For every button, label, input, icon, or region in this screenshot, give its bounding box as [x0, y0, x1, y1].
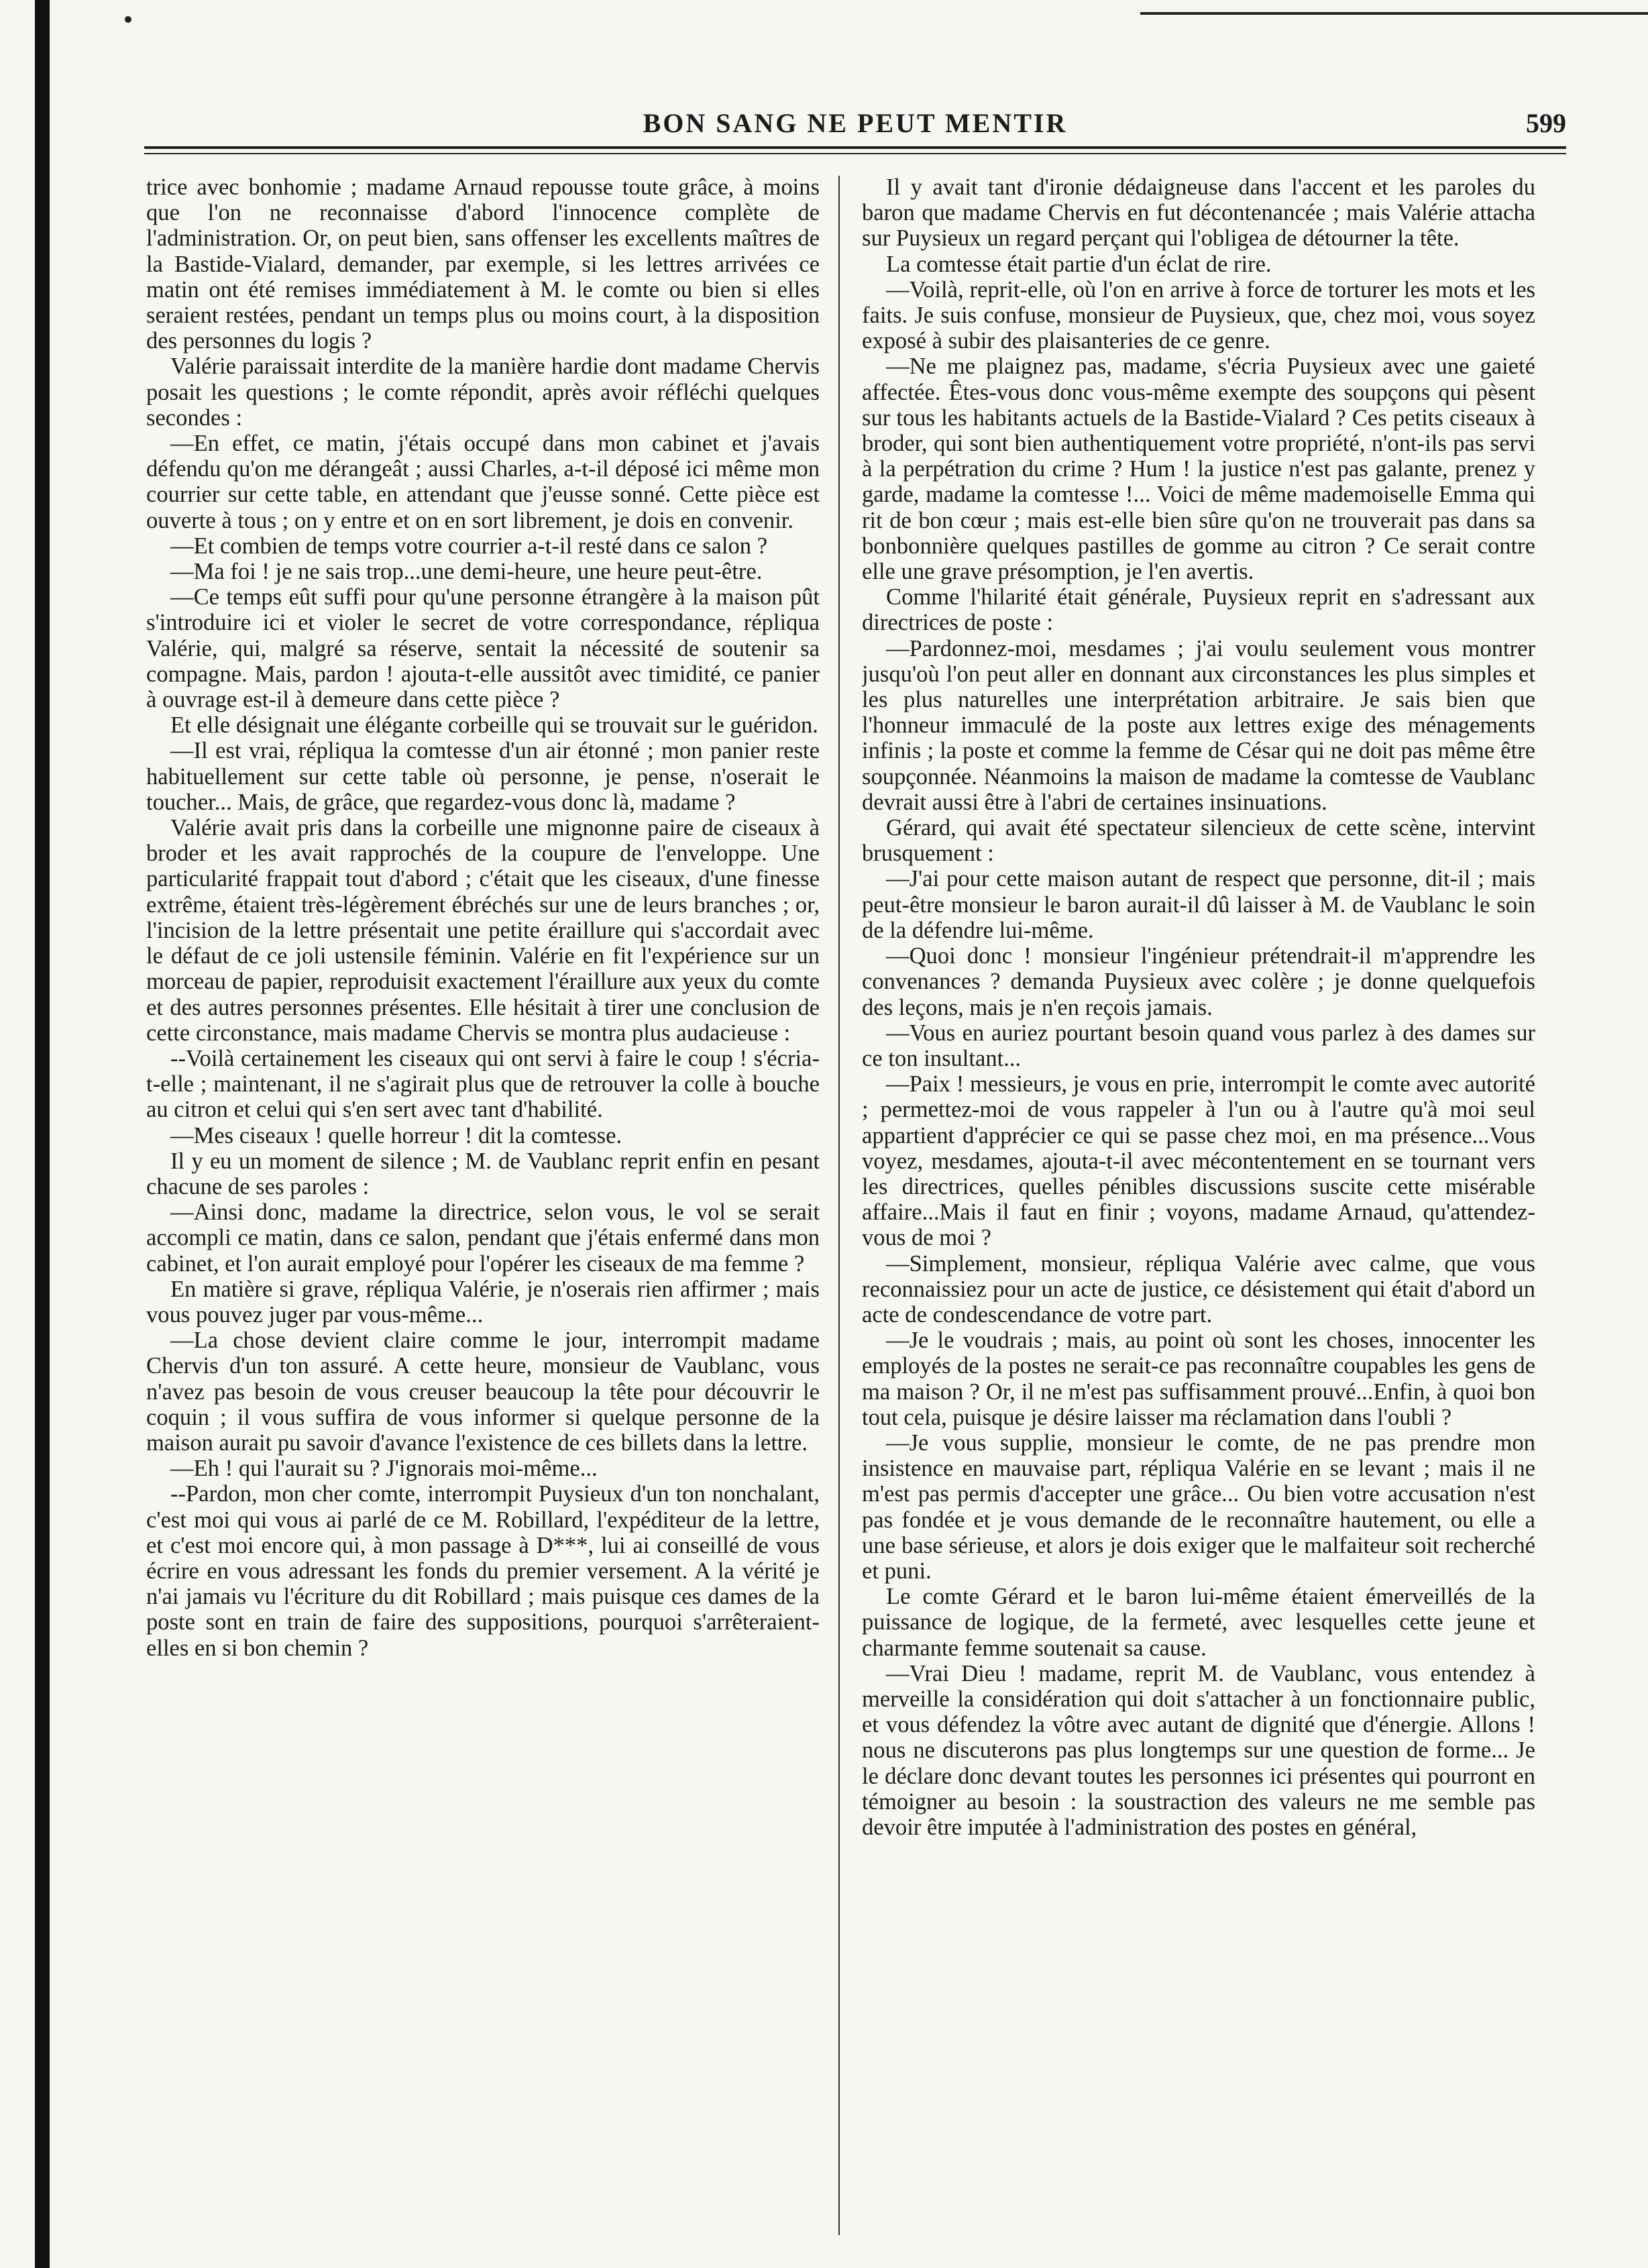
paragraph: Comme l'hilarité était générale, Puysieux reprit en s'adressant aux directrices de poste : [862, 584, 1535, 636]
paragraph: La comtesse était partie d'un éclat de rire. [886, 251, 1272, 277]
header-rule-thick [144, 146, 1566, 149]
paragraph: En matière si grave, répliqua Valérie, je n'oserais rien affirmer ; mais vous pouvez juger par vous-même... [146, 1276, 820, 1328]
page-edge-bar [35, 0, 50, 2268]
left-column [146, 174, 820, 2240]
paragraph: —Quoi donc ! monsieur l'ingénieur prétendrait-il m'apprendre les convenances ? demanda Puysieux avec colère ; je donne quelquefois des leçons, mais je n'en reçois jamais. [862, 943, 1535, 1020]
paragraph: —Il est vrai, répliqua la comtesse d'un air étonné ; mon panier reste habituellement sur cette table où personne, je pense, n'oserait le toucher... Mais, de grâce, que regardez-vous donc là, madame ? [146, 738, 820, 815]
paragraph: —Paix ! messieurs, je vous en prie, interrompit le comte avec autorité ; permettez-moi de vous rappeler à l'un ou à l'autre qu'à moi seul appartient d'apprécier ce qui se passe chez moi, en ma présence...Vous voyez, mesdames, ajouta-t-il avec mécontentement en se tournant vers les directrices, quelles pénibles discussions suscite cette misérable affaire...Mais il faut en finir ; voyons, madame Arnaud, qu'attendez-vous de moi ? [862, 1071, 1535, 1251]
paragraph: —Pardonnez-moi, mesdames ; j'ai voulu seulement vous montrer jusqu'où l'on peut aller en donnant aux circonstances les plus simples et les plus naturelles une interprétation arbitraire. Je sais bien que l'honneur immaculé de la poste aux lettres exige des ménagements infinis ; la poste et comme la femme de César qui ne doit pas même être soupçonnée. Néanmoins la maison de madame la comtesse de Vaublanc devrait aussi être à l'abri de certaines insinuations. [862, 635, 1535, 815]
page-header [144, 107, 1566, 148]
paragraph: —Eh ! qui l'aurait su ? J'ignorais moi-même... [170, 1456, 598, 1482]
paragraph: —Ne me plaignez pas, madame, s'écria Puysieux avec une gaieté affectée. Êtes-vous donc vous-même exempte des soupçons qui pèsent sur tous les habitants actuels de la Bastide-Vialard ? Ces petits ciseaux à broder, qui sont bien authentiquement votre propriété, n'ont-ils pas servi à la perpétration du crime ? Hum ! la justice n'est pas galante, prenez y garde, madame la comtesse !... Voici de même mademoiselle Emma qui rit de bon cœur ; mais est-elle bien sûre qu'on ne trouverait pas dans sa bonbonnière quelques pastilles de gomme au citron ? Ce serait contre elle une grave présomption, je l'en avertis. [862, 354, 1535, 585]
paragraph: Il y avait tant d'ironie dédaigneuse dans l'accent et les paroles du baron que madame Chervis en fut décontenancée ; mais Valérie attacha sur Puysieux un regard perçant qui l'obligea de détourner la tête. [862, 174, 1535, 252]
paragraph: —Ce temps eût suffi pour qu'une personne étrangère à la maison pût s'introduire ici et violer le secret de votre correspondance, répliqua Valérie, qui, malgré sa réserve, sentait la nécessité de soutenir sa compagne. Mais, pardon ! ajouta-t-elle aussitôt avec timidité, ce panier à ouvrage est-il à demeure dans cette pièce ? [146, 584, 820, 713]
paragraph: —Ma foi ! je ne sais trop...une demi-heure, une heure peut-être. [170, 559, 763, 585]
paragraph: Le comte Gérard et le baron lui-même étaient émerveillés de la puissance de logique, de la fermeté, avec lesquelles cette jeune et charmante femme soutenait sa cause. [862, 1584, 1535, 1661]
paragraph: —Et combien de temps votre courrier a-t-il resté dans ce salon ? [170, 533, 768, 559]
paragraph: —Je le voudrais ; mais, au point où sont les choses, innocenter les employés de la postes ne serait-ce pas reconnaître coupables les gens de ma maison ? Or, il ne m'est pas suffisamment prouvé...Enfin, à quoi bon tout cela, puisque je désire laisser ma réclamation dans l'oubli ? [862, 1328, 1535, 1430]
header-rule-thin [144, 153, 1566, 154]
paragraph: —Simplement, monsieur, répliqua Valérie avec calme, que vous reconnaissiez pour un acte de justice, ce désistement qui était d'abord un acte de condescendance de votre part. [862, 1250, 1535, 1328]
column-divider [838, 176, 840, 2235]
ink-speck [125, 16, 131, 23]
paragraph: --Pardon, mon cher comte, interrompit Puysieux d'un ton nonchalant, c'est moi qui vous ai parlé de ce M. Robillard, l'expéditeur de la lettre, et c'est moi encore qui, à mon passage à D***, lui ai conseillé de vous écrire en vous adressant les fonds du premier versement. A la vérité je n'ai jamais vu l'écriture du dit Robillard ; mais puisque ces dames de la poste sont en train de faire des suppositions, pourquoi s'arrêteraient-elles en si bon chemin ? [146, 1481, 820, 1661]
paragraph: Gérard, qui avait été spectateur silencieux de cette scène, intervint brusquement : [862, 815, 1535, 867]
right-column [862, 174, 1535, 2240]
paragraph: —Vous en auriez pourtant besoin quand vous parlez à des dames sur ce ton insultant... [862, 1020, 1535, 1071]
paragraph: —J'ai pour cette maison autant de respect que personne, dit-il ; mais peut-être monsieur le baron aurait-il dû laisser à M. de Vaublanc le soin de la défendre lui-même. [862, 866, 1535, 943]
paragraph: trice avec bonhomie ; madame Arnaud repousse toute grâce, à moins que l'on ne reconnaisse d'abord l'innocence complète de l'administration. Or, on peut bien, sans offenser les excellents maîtres de la Bastide-Vialard, demander, par exemple, si les lettres arrivées ce matin ont été remises immédiatement à M. le comte ou bien si elles seraient restées, pendant un temps plus ou moins court, à la disposition des personnes du logis ? [146, 174, 820, 354]
paragraph: Valérie paraissait interdite de la manière hardie dont madame Chervis posait les questions ; le comte répondit, après avoir réfléchi quelques secondes : [146, 354, 820, 431]
paragraph: —Ainsi donc, madame la directrice, selon vous, le vol se serait accompli ce matin, dans ce salon, pendant que j'étais enfermé dans mon cabinet, et l'on aurait employé pour l'opérer les ciseaux de ma femme ? [146, 1199, 820, 1277]
paragraph: —Je vous supplie, monsieur le comte, de ne pas prendre mon insistence en mauvaise part, répliqua Valérie en se levant ; mais il ne m'est pas permis d'accepter une grâce... Ou bien votre accusation n'est pas fondée et je vous demande de le reconnaître hautement, ou elle a une base sérieuse, et alors je dois exiger que le malfaiteur soit recherché et puni. [862, 1429, 1535, 1584]
paragraph: Il y eu un moment de silence ; M. de Vaublanc reprit enfin en pesant chacune de ses paroles : [146, 1148, 820, 1199]
paragraph: —Vrai Dieu ! madame, reprit M. de Vaublanc, vous entendez à merveille la considération qui doit s'attacher à un fonctionnaire public, et vous défendez la vôtre avec autant de dignité que d'énergie. Allons ! nous ne discuterons pas plus longtemps sur une question de forme... Je le déclare donc devant toutes les personnes ici présentes qui pourront en témoigner au besoin : la soustraction des valeurs ne me semble pas devoir être imputée à l'administration des postes en général, [862, 1660, 1535, 1840]
page-number: 599 [1526, 108, 1566, 138]
running-title: BON SANG NE PEUT MENTIR [643, 108, 1068, 138]
paragraph: —En effet, ce matin, j'étais occupé dans mon cabinet et j'avais défendu qu'on me dérangeât ; aussi Charles, a-t-il déposé ici même mon courrier sur cette table, en attendant que j'eusse sonné. Cette pièce est ouverte à tous ; on y entre et on en sort librement, je dois en convenir. [146, 431, 820, 533]
paragraph: —Voilà, reprit-elle, où l'on en arrive à force de torturer les mots et les faits. Je suis confuse, monsieur de Puysieux, que, chez moi, vous soyez exposé à subir des plaisanteries de ce genre. [862, 276, 1535, 354]
paragraph: Valérie avait pris dans la corbeille une mignonne paire de ciseaux à broder et les avait rapprochés de la coupure de l'enveloppe. Une particularité frappait tout d'abord ; c'était que les ciseaux, d'une finesse extrême, étaient très-légèrement ébréchés sur une de leurs branches ; or, l'incision de la lettre présentait une petite éraillure qui s'accordait avec le défaut de ce joli ustensile féminin. Valérie en fit l'expérience sur un morceau de papier, reproduisit exactement l'éraillure aux yeux du comte et des autres personnes présentes. Elle hésitait à tirer une conclusion de cette circonstance, mais madame Chervis se montra plus audacieuse : [146, 815, 820, 1046]
top-edge-rule [1140, 12, 1648, 15]
paragraph: —La chose devient claire comme le jour, interrompit madame Chervis d'un ton assuré. A cette heure, monsieur de Vaublanc, vous n'avez pas besoin de vous creuser beaucoup la tête pour découvrir le coquin ; il vous suffira de vous informer si quelque personne de la maison aurait pu savoir d'avance l'existence de ces billets dans la lettre. [146, 1328, 820, 1456]
paragraph: --Voilà certainement les ciseaux qui ont servi à faire le coup ! s'écria-t-elle ; maintenant, il ne s'agirait plus que de retrouver la colle à bouche au citron et celui qui s'en sert avec tant d'habilité. [146, 1045, 820, 1123]
paragraph: Et elle désignait une élégante corbeille qui se trouvait sur le guéridon. [170, 712, 818, 739]
paragraph: —Mes ciseaux ! quelle horreur ! dit la comtesse. [170, 1122, 622, 1148]
